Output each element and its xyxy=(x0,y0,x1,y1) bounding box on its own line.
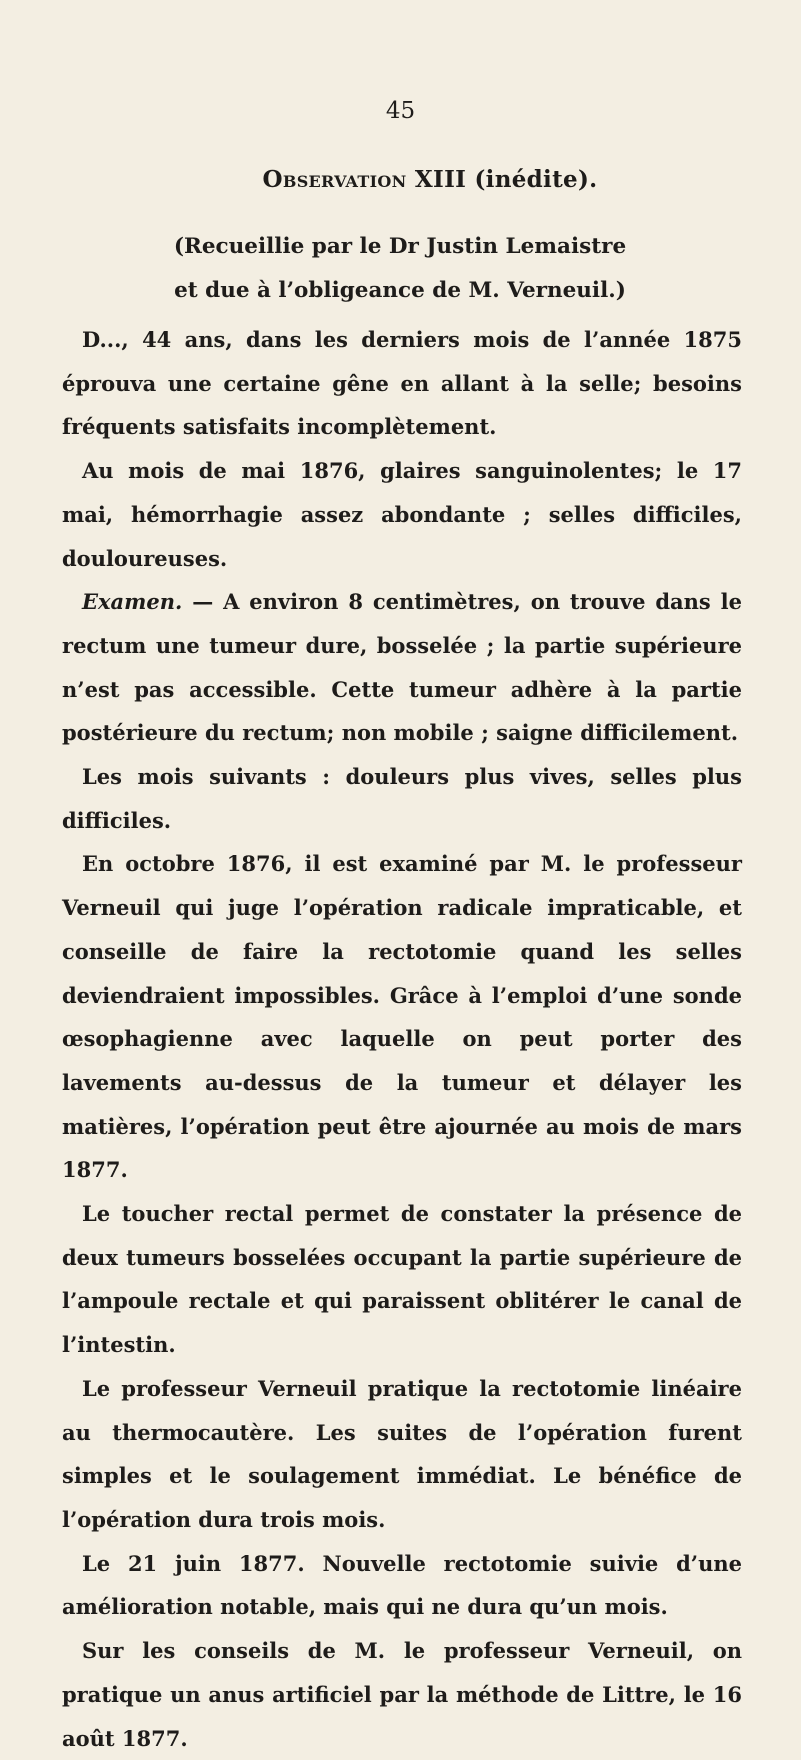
paragraph-5: En octobre 1876, il est examiné par M. le professeur Verneuil qui juge l’opération radicale impraticable, et conseille de faire la rectotomie quand les selles deviendraient impossibles. Grâce à l’emploi d’une sonde œsophagienne avec laquelle on peut porter des lavements au-dessus de la tumeur et délayer les matières, l’opération peut être ajournée au mois de mars 1877. xyxy=(62,851,742,1183)
observation-heading xyxy=(150,166,710,193)
paragraph-3 xyxy=(62,580,742,755)
paragraph-8: Le 21 juin 1877. Nouvelle rectotomie suivie d’une amélioration notable, mais qui ne dura qu’un mois. xyxy=(62,1550,742,1620)
paragraph-9: Sur les conseils de M. le professeur Verneuil, on pratique un anus artificiel par la méthode de Littre, le 16 août 1877. xyxy=(62,1638,742,1751)
paragraph-1: D..., 44 ans, dans les derniers mois de l’année 1875 éprouva une certaine gêne en allant à la selle; besoins fréquents satisfaits incomplètement. xyxy=(62,327,742,440)
paragraph-4: Les mois suivants : douleurs plus vives, selles plus difficiles. xyxy=(62,764,742,833)
heading-status: (inédite). xyxy=(474,166,598,193)
paragraph-7: Le professeur Verneuil pratique la rectotomie linéaire au thermocautère. Les suites de l’opération furent simples et le soulagement immédiat. Le bénéfice de l’opération dura trois mois. xyxy=(62,1375,742,1532)
subheading-line-1: (Recueillie par le Dr Justin Lemaistre xyxy=(173,234,627,259)
examen-label: Examen. xyxy=(82,589,183,615)
subheading-line-2: et due à l’obligeance de M. Verneuil.) xyxy=(174,278,626,303)
observation-subheading xyxy=(150,225,650,313)
paragraph-2: Au mois de mai 1876, glaires sanguinolentes; le 17 mai, hémorrhagie assez abondante ; selles difficiles, douloureuses. xyxy=(62,458,742,571)
examen-text: — A environ 8 centimètres, on trouve dans le rectum une tumeur dure, bosselée ; la partie supérieure n’est pas accessible. Cette tumeur adhère à la partie postérieure du rectum; non mobile ; saigne difficilement. xyxy=(62,589,742,746)
heading-title: Observation xyxy=(262,166,407,193)
observation-body xyxy=(62,318,742,1760)
page-number: 45 xyxy=(385,98,416,124)
paragraph-6: Le toucher rectal permet de constater la présence de deux tumeurs bosselées occupant la partie supérieure de l’ampoule rectale et qui paraissent oblitérer le canal de l’intestin. xyxy=(62,1201,742,1358)
heading-number: XIII xyxy=(414,166,467,193)
